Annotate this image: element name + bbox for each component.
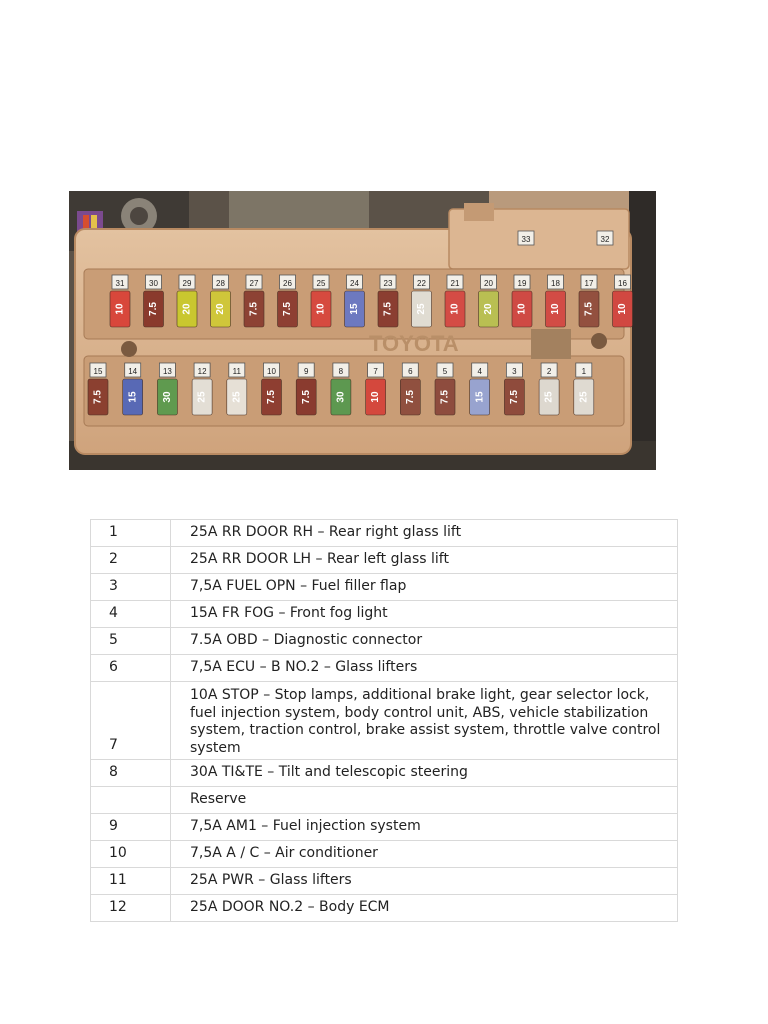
fuse-position-label: 22: [417, 279, 426, 288]
fuse-rating-label: 10: [449, 303, 461, 315]
top-fuse-28: [211, 275, 231, 327]
fuse-position-label: 23: [383, 279, 393, 288]
table-row: [91, 520, 678, 547]
top-fuse-16: [613, 275, 633, 327]
fuse-rating-label: 7.5: [382, 302, 394, 316]
svg-text:33: 33: [521, 235, 531, 244]
fuse-rating-label: 10: [617, 303, 629, 315]
fuse-description-cell: 15A FR FOG – Front fog light: [171, 601, 678, 628]
table-row: [91, 628, 678, 655]
fuse-position-label: 1: [581, 367, 587, 376]
bottom-fuse-14: [123, 363, 143, 415]
top-fuse-25: [311, 275, 331, 327]
bottom-fuse-row: [88, 363, 594, 415]
fuse-position-label: 7: [373, 367, 378, 376]
fuse-rating-label: 15: [474, 391, 486, 403]
fuse-rating-label: 7.5: [583, 302, 595, 316]
fuse-number-cell: 5: [91, 628, 171, 655]
fuse-rating-label: 25: [578, 391, 590, 403]
table-row: [91, 574, 678, 601]
fuse-number-cell: 8: [91, 760, 171, 787]
fuse-position-label: 31: [115, 279, 125, 288]
fuse-position-label: 26: [283, 279, 292, 288]
fuse-rating-label: 10: [550, 303, 562, 315]
top-fuse-26: [278, 275, 298, 327]
top-fuse-19: [512, 275, 532, 327]
fuse-rating-label: 25: [416, 303, 428, 315]
fuse-rating-label: 20: [215, 303, 227, 315]
svg-text:32: 32: [600, 235, 610, 244]
fuse-position-label: 12: [197, 367, 207, 376]
bottom-fuse-1: [574, 363, 594, 415]
top-fuse-24: [345, 275, 365, 327]
fuse-box-photo: [69, 191, 656, 470]
fuse-position-label: 3: [512, 367, 517, 376]
table-row: [91, 895, 678, 922]
fuse-rating-label: 7.5: [509, 390, 521, 404]
fuse-position-label: 16: [618, 279, 627, 288]
top-fuse-21: [445, 275, 465, 327]
fuse-description-cell: 25A RR DOOR RH – Rear right glass lift: [171, 520, 678, 547]
fuse-rating-label: 7.5: [148, 302, 160, 316]
relay-label-32: [597, 231, 613, 245]
bottom-fuse-8: [331, 363, 351, 415]
fuse-box-illustration: [69, 191, 656, 470]
fuse-number-cell: 6: [91, 655, 171, 682]
fuse-rating-label: 10: [370, 391, 382, 403]
fuse-rating-label: 25: [543, 391, 555, 403]
fuse-position-label: 15: [93, 367, 103, 376]
fuse-position-label: 29: [182, 279, 192, 288]
fuse-rating-label: 10: [114, 303, 126, 315]
bottom-fuse-9: [296, 363, 316, 415]
fuse-rating-label: 7.5: [300, 390, 312, 404]
fuse-rating-label: 7.5: [266, 390, 278, 404]
top-fuse-29: [177, 275, 197, 327]
fuse-rating-label: 7.5: [404, 390, 416, 404]
fuse-number-cell: 3: [91, 574, 171, 601]
fuse-description-cell: Reserve: [171, 787, 678, 814]
fuse-position-label: 10: [267, 367, 276, 376]
fuse-description-cell: 7,5A FUEL OPN – Fuel filler flap: [171, 574, 678, 601]
bottom-fuse-3: [504, 363, 524, 415]
fuse-rating-label: 30: [335, 391, 347, 403]
bottom-fuse-4: [470, 363, 490, 415]
bottom-fuse-10: [262, 363, 282, 415]
bottom-fuse-6: [400, 363, 420, 415]
fuse-position-label: 27: [249, 279, 259, 288]
top-fuse-31: [110, 275, 130, 327]
top-fuse-18: [546, 275, 566, 327]
fuse-description-cell: 25A RR DOOR LH – Rear left glass lift: [171, 547, 678, 574]
fuse-number-cell: 9: [91, 814, 171, 841]
table-row: [91, 787, 678, 814]
top-fuse-23: [378, 275, 398, 327]
top-fuse-17: [579, 275, 599, 327]
table-row: [91, 547, 678, 574]
top-fuse-20: [479, 275, 499, 327]
brand-text: TOYOTA: [369, 331, 459, 356]
bottom-fuse-11: [227, 363, 247, 415]
fuse-rating-label: 10: [516, 303, 528, 315]
fuse-number-cell: 12: [91, 895, 171, 922]
table-row: [91, 868, 678, 895]
fuse-position-label: 13: [162, 367, 172, 376]
top-fuse-30: [144, 275, 164, 327]
fuse-rating-label: 15: [127, 391, 139, 403]
relay-label-33: [518, 231, 534, 245]
fuse-number-cell: 7: [91, 682, 171, 760]
fuse-position-label: 2: [546, 367, 552, 376]
fuse-rating-label: 10: [315, 303, 327, 315]
fuse-position-label: 18: [551, 279, 560, 288]
fuse-description-cell: 25A PWR – Glass lifters: [171, 868, 678, 895]
fuse-position-label: 25: [316, 279, 326, 288]
fuse-position-label: 28: [216, 279, 225, 288]
fuse-position-label: 9: [303, 367, 309, 376]
fuse-assignment-table: [90, 519, 678, 922]
fuse-rating-label: 25: [196, 391, 208, 403]
fuse-number-cell: 10: [91, 841, 171, 868]
fuse-position-label: 20: [484, 279, 493, 288]
fuse-description-cell: 25A DOOR NO.2 – Body ECM: [171, 895, 678, 922]
fuse-rating-label: 25: [231, 391, 243, 403]
fuse-rating-label: 7.5: [248, 302, 260, 316]
fuse-description-cell: 10A STOP – Stop lamps, additional brake light, gear selector lock, fuel injection system, body control unit, ABS, vehicle stabilization system, traction control, brake assist system, throttle valve control system: [171, 682, 678, 760]
table-row: [91, 655, 678, 682]
table-row: [91, 601, 678, 628]
fuse-position-label: 24: [350, 279, 359, 288]
fuse-position-label: 14: [128, 367, 138, 376]
fuse-position-label: 4: [477, 367, 482, 376]
fuse-position-label: 17: [584, 279, 594, 288]
bottom-fuse-7: [366, 363, 386, 415]
fuse-number-cell: [91, 787, 171, 814]
fuse-rating-label: 15: [349, 303, 361, 315]
top-fuse-22: [412, 275, 432, 327]
fuse-position-label: 21: [450, 279, 460, 288]
fuse-position-label: 19: [517, 279, 527, 288]
fuse-rating-label: 7.5: [439, 390, 451, 404]
bottom-fuse-5: [435, 363, 455, 415]
fuse-number-cell: 1: [91, 520, 171, 547]
bottom-fuse-2: [539, 363, 559, 415]
bottom-fuse-12: [192, 363, 212, 415]
fuse-description-cell: 7,5A ECU – B NO.2 – Glass lifters: [171, 655, 678, 682]
fuse-description-cell: 7.5A OBD – Diagnostic connector: [171, 628, 678, 655]
fuse-rating-label: 30: [162, 391, 174, 403]
fuse-position-label: 8: [338, 367, 344, 376]
fuse-position-label: 30: [149, 279, 158, 288]
bottom-fuse-15: [88, 363, 108, 415]
fuse-description-cell: 7,5A A / C – Air conditioner: [171, 841, 678, 868]
bottom-fuse-13: [157, 363, 177, 415]
table-row: [91, 814, 678, 841]
fuse-rating-label: 20: [181, 303, 193, 315]
fuse-number-cell: 4: [91, 601, 171, 628]
fuse-position-label: 6: [408, 367, 413, 376]
fuse-description-cell: 7,5A AM1 – Fuel injection system: [171, 814, 678, 841]
table-row: [91, 760, 678, 787]
fuse-number-cell: 2: [91, 547, 171, 574]
table-row: [91, 682, 678, 760]
fuse-number-cell: 11: [91, 868, 171, 895]
top-fuse-27: [244, 275, 264, 327]
fuse-rating-label: 7.5: [92, 390, 104, 404]
fuse-position-label: 5: [442, 367, 448, 376]
table-row: [91, 841, 678, 868]
fuse-rating-label: 7.5: [282, 302, 294, 316]
fuse-position-label: 11: [232, 367, 241, 376]
fuse-description-cell: 30A TI&TE – Tilt and telescopic steering: [171, 760, 678, 787]
fuse-rating-label: 20: [483, 303, 495, 315]
